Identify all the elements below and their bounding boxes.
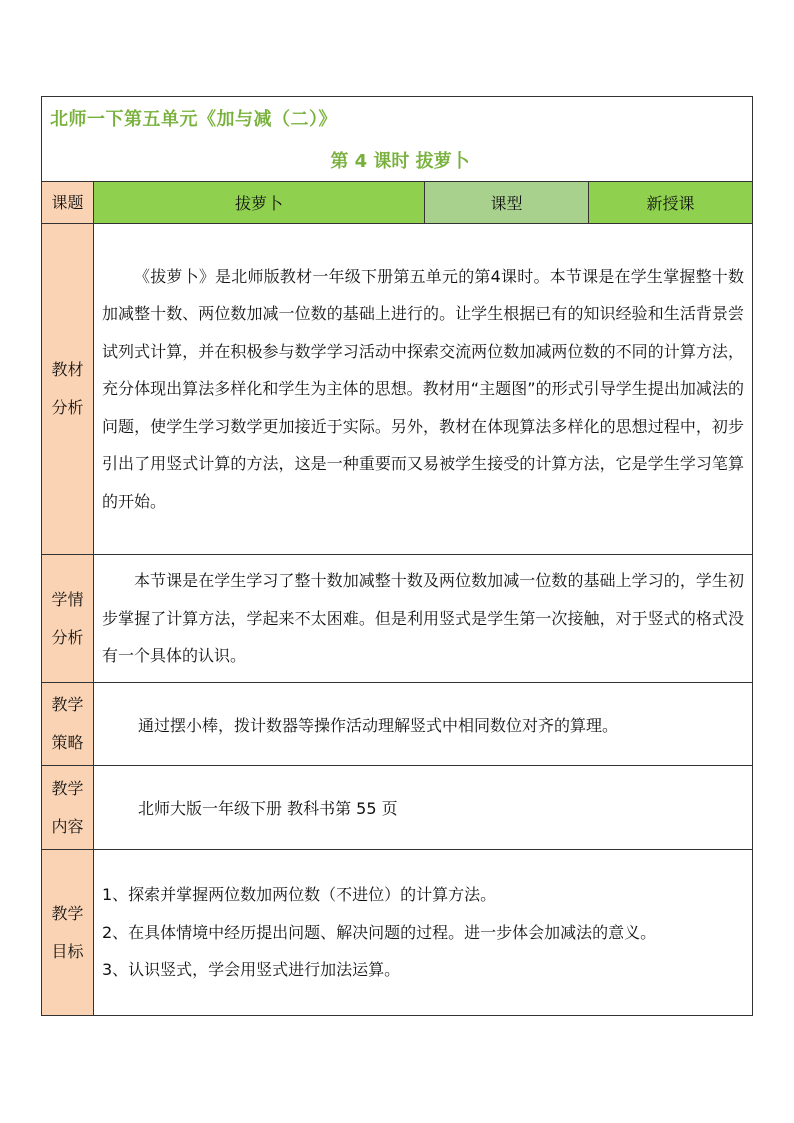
textbook-analysis-row [42, 224, 753, 555]
textbook-analysis-label-line1: 教材 [51, 360, 84, 379]
lesson-subtitle: 第 4 课时 拔萝卜 [330, 151, 470, 172]
goals-row [42, 850, 753, 1016]
strategy-label-line2: 策略 [51, 733, 84, 752]
textbook-analysis-label [42, 224, 94, 555]
topic-value: 拔萝卜 [94, 182, 425, 224]
student-analysis-label-line2: 分析 [51, 627, 84, 647]
goals-label [42, 850, 94, 1016]
student-analysis-row [42, 555, 753, 683]
content-text: 北师大版一年级下册 教科书第 55 页 [94, 766, 753, 850]
content-row [42, 766, 753, 850]
textbook-analysis-label-line2: 分析 [51, 398, 84, 417]
topic-label: 课题 [42, 182, 94, 224]
strategy-text: 通过摆小棒，拨计数器等操作活动理解竖式中相同数位对齐的算理。 [94, 683, 753, 766]
goals-label-line2: 目标 [51, 941, 84, 961]
content-label-line1: 教学 [51, 778, 84, 798]
content-label-line2: 内容 [51, 816, 84, 836]
topic-row [42, 182, 753, 224]
title-row [42, 97, 753, 182]
goal-item-1: 1、探索并掌握两位数加两位数（不进位）的计算方法。 [102, 885, 497, 905]
strategy-label-line1: 教学 [51, 695, 84, 714]
title-cell [42, 97, 753, 182]
strategy-row [42, 683, 753, 766]
goal-item-2: 2、在具体情境中经历提出问题、解决问题的过程。进一步体会加减法的意义。 [102, 922, 657, 942]
textbook-analysis-text: 《拔萝卜》是北师版教材一年级下册第五单元的第4课时。本节课是在学生掌握整十数加减整十数、两位数加减一位数的基础上进行的。让学生根据已有的知识经验和生活背景尝试列式计算，并在积极参与数学学习活动中探索交流两位数加减两位数的不同的计算方法，充分体现出算法多样化和学生为主体的思想。教材用“主题图”的形式引导学生提出加减法的问题，使学生学习数学更加接近于实际。另外，教材在体现算法多样化的思想过程中，初步引出了用竖式计算的方法，这是一种重要而又易被学生接受的计算方法，它是学生学习笔算的开始。 [94, 224, 753, 555]
student-analysis-text: 本节课是在学生学习了整十数加减整十数及两位数加减一位数的基础上学习的，学生初步掌握了计算方法，学起来不太困难。但是利用竖式是学生第一次接触，对于竖式的格式没有一个具体的认识。 [94, 555, 753, 683]
unit-title: 北师一下第五单元《加与减（二）》 [50, 109, 337, 130]
type-value: 新授课 [589, 182, 753, 224]
strategy-label [42, 683, 94, 766]
student-analysis-label-line1: 学情 [51, 589, 84, 609]
lesson-plan-table [41, 96, 753, 1016]
lesson-plan-sheet [41, 96, 752, 1016]
goals-label-line1: 教学 [51, 903, 84, 923]
type-label: 课型 [425, 182, 589, 224]
student-analysis-label [42, 555, 94, 683]
content-label [42, 766, 94, 850]
goal-item-3: 3、认识竖式，学会用竖式进行加法运算。 [102, 960, 401, 980]
goals-list [94, 850, 753, 1016]
